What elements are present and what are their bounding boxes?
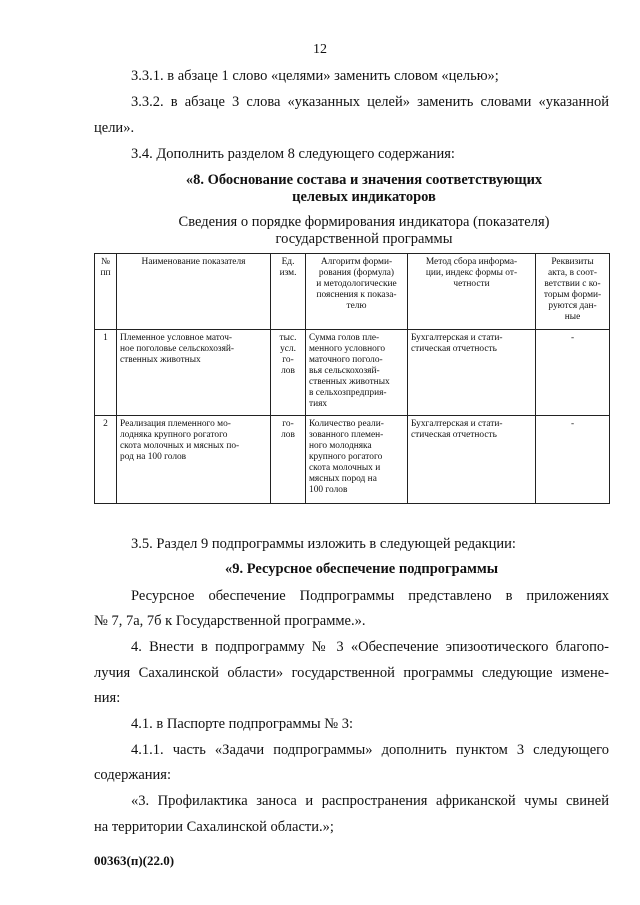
row-number: 2 — [95, 416, 117, 504]
paragraph-4-1-1-line2: содержания: — [94, 767, 172, 783]
row-collection-method: Бухгалтерская и стати- стическая отчетность — [408, 416, 536, 504]
header-collection-method: Метод сбора информа- ции, индекс формы от- четности — [408, 254, 536, 330]
indicator-table — [94, 253, 610, 504]
section-9-body-line1: Ресурсное обеспечение Подпрограммы представлено в приложениях — [131, 588, 609, 604]
section-9-body-line2: № 7, 7а, 7б к Государственной программе.». — [94, 613, 366, 629]
row-number: 1 — [95, 330, 117, 416]
paragraph-3-3-2-line1: 3.3.2. в абзаце 3 слова «указанных целей» заменить словами «указанной — [131, 94, 609, 110]
row-collection-method: Бухгалтерская и стати- стическая отчетность — [408, 330, 536, 416]
table-caption-line2: государственной программы — [275, 231, 453, 247]
paragraph-4-1-1-line1: 4.1.1. часть «Задачи подпрограммы» дополнить пунктом 3 следующего — [131, 742, 609, 758]
paragraph-3-5: 3.5. Раздел 9 подпрограммы изложить в следующей редакции: — [131, 536, 516, 552]
header-algorithm: Алгоритм форми- рования (формула) и методологические пояснения к показа- телю — [306, 254, 408, 330]
paragraph-4-line3: ния: — [94, 690, 121, 706]
section-8-title-line2: целевых индикаторов — [292, 189, 436, 205]
row-indicator-name: Реализация племенного мо- лодняка крупного рогатого скота молочных и мясных по- род на 100 голов — [117, 416, 271, 504]
header-unit: Ед. изм. — [271, 254, 306, 330]
row-algorithm: Сумма голов пле- менного условного маточного поголо- вья сельскохозяй- ственных животных в сельхозпредприя- тиях — [306, 330, 408, 416]
paragraph-3-4: 3.4. Дополнить разделом 8 следующего содержания: — [131, 146, 455, 162]
table-caption-line1: Сведения о порядке формирования индикатора (показателя) — [178, 214, 550, 230]
page-number: 12 — [313, 42, 327, 57]
table-row — [95, 416, 610, 504]
row-act-requisites: - — [536, 416, 610, 504]
row-unit: тыс. усл. го- лов — [271, 330, 306, 416]
header-indicator-name: Наименование показателя — [117, 254, 271, 330]
table-row — [95, 330, 610, 416]
paragraph-4-1: 4.1. в Паспорте подпрограммы № 3: — [131, 716, 353, 732]
paragraph-4-line2: лучия Сахалинской области» государственной программы следующие измене- — [94, 665, 609, 681]
section-8-title-line1: «8. Обоснование состава и значения соответствующих — [185, 172, 543, 188]
row-act-requisites: - — [536, 330, 610, 416]
row-indicator-name: Племенное условное маточ- ное поголовье сельскохозяй- ственных животных — [117, 330, 271, 416]
table-header-row — [95, 254, 610, 330]
task-3-line2: на территории Сахалинской области.»; — [94, 819, 334, 835]
task-3-line1: «3. Профилактика заноса и распространения африканской чумы свиней — [131, 793, 609, 809]
header-act-requisites: Реквизиты акта, в соот- ветствии с ко- торым форми- руются дан- ные — [536, 254, 610, 330]
row-algorithm: Количество реали- зованного племен- ного молодняка крупного рогатого скота молочных и мясных пород на 100 голов — [306, 416, 408, 504]
paragraph-4-line1: 4. Внести в подпрограмму № 3 «Обеспечение эпизоотического благопо- — [131, 639, 609, 655]
paragraph-3-3-2-line2: цели». — [94, 120, 135, 136]
paragraph-3-3-1: 3.3.1. в абзаце 1 слово «целями» заменить словом «целью»; — [131, 68, 499, 84]
header-number: № пп — [95, 254, 117, 330]
row-unit: го- лов — [271, 416, 306, 504]
section-9-title: «9. Ресурсное обеспечение подпрограммы — [225, 561, 499, 577]
document-code: 00363(п)(22.0) — [94, 853, 175, 868]
